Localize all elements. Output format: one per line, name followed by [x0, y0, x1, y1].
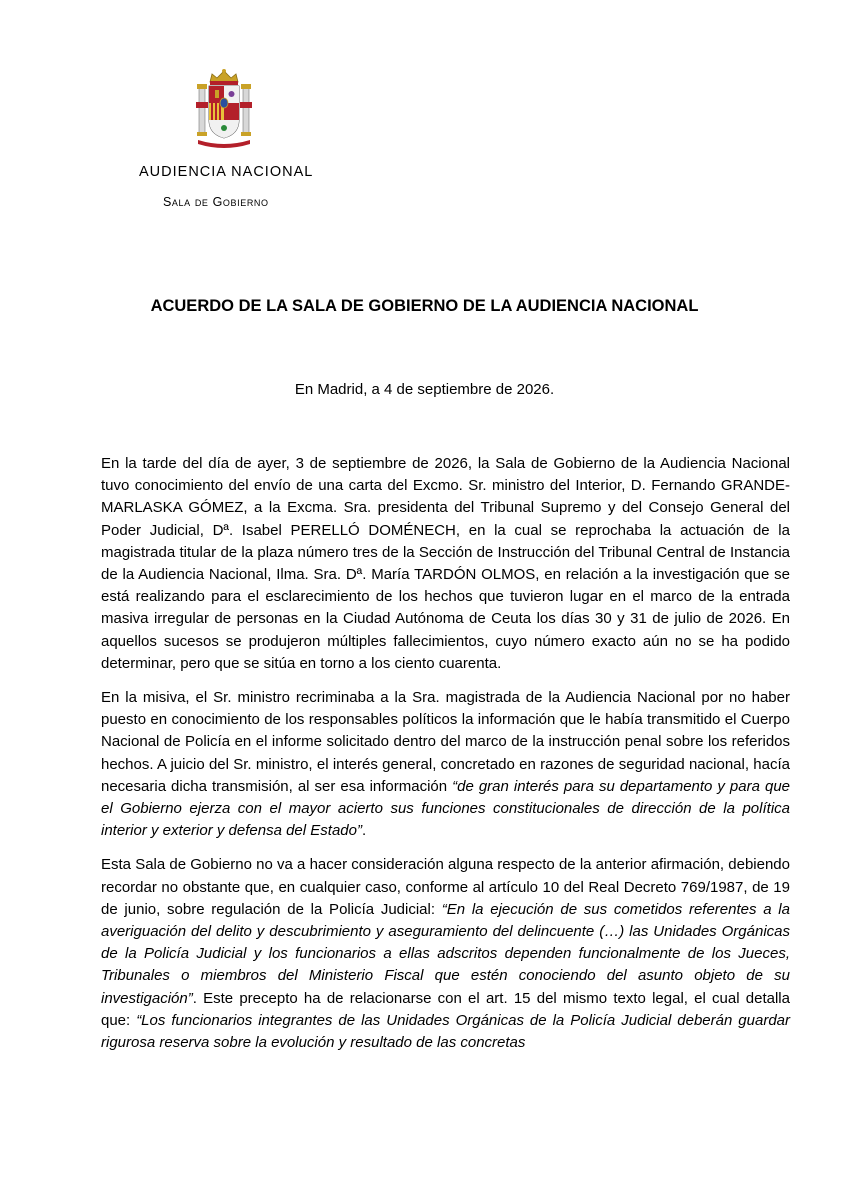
- place-date: En Madrid, a 4 de septiembre de 2026.: [294, 381, 555, 398]
- institution-name: AUDIENCIA NACIONAL: [139, 164, 314, 180]
- paragraph-3: [101, 854, 790, 1054]
- coat-of-arms-icon: [196, 68, 252, 150]
- paragraph-1: En la tarde del día de ayer, 3 de septiembre de 2026, la Sala de Gobierno de la Audiencia Nacional tuvo conocimiento del envío de una carta del Excmo. Sr. ministro del Interior, D. Fernando GRANDE-MARLASKA GÓMEZ, a la Excma. Sra. presidenta del Tribunal Supremo y del Consejo General del Poder Judicial, Dª. Isabel PERELLÓ DOMÉNECH, en la cual se reprochaba la actuación de la magistrada titular de la plaza número tres de la Sección de Instrucción del Tribunal Central de Instancia de la Audiencia Nacional, Ilma. Sra. Dª. María TARDÓN OLMOS, en relación a la investigación que se está realizando para el esclarecimiento de los hechos que tuvieron lugar en el marco de la entrada masiva irregular de personas en la Ciudad Autónoma de Ceuta los días 30 y 31 de julio de 2026. En aquellos sucesos se produjeron múltiples fallecimientos, cuyo número exacto aún no se ha podido determinar, pero que se sitúa en torno a los ciento cuarenta.: [101, 455, 790, 672]
- paragraph-2: [101, 687, 790, 842]
- paragraph-3-quote-2: “Los funcionarios integrantes de las Unidades Orgánicas de la Policía Judicial deberán guardar rigurosa reserva sobre la evolución y resultado de las concretas: [101, 1011, 790, 1052]
- department-name: Sala de Gobierno: [163, 195, 269, 209]
- paragraph-3-mid: . Este precepto ha de relacionarse con el art. 15 del mismo texto legal, el cual detalla que:: [101, 989, 790, 1029]
- paragraph-3-text: Esta Sala de Gobierno no va a hacer consideración alguna respecto de la anterior afirmación, debiendo recordar no obstante que, en cualquier caso, conforme al artículo 10 del Real Decreto 769/1987, de 19 de junio, sobre regulación de la Policía Judicial:: [101, 856, 790, 918]
- paragraph-2-text: En la misiva, el Sr. ministro recriminaba a la Sra. magistrada de la Audiencia Nacional por no haber puesto en conocimiento de los responsables políticos la información que le había transmitido el Cuerpo Nacional de Policía en el informe solicitado dentro del marco de la instrucción penal sobre los referidos hechos. A juicio del Sr. ministro, el interés general, concretado en razones de seguridad nacional, hacía necesaria dicha transmisión, al ser esa información: [101, 689, 790, 795]
- paragraph-2-quote: “de gran interés para su departamento y para que el Gobierno ejerza con el mayor acierto sus funciones constitucionales de dirección de la política interior y exterior y defensa del Estado”: [101, 777, 790, 840]
- document-title: ACUERDO DE LA SALA DE GOBIERNO DE LA AUDIENCIA NACIONAL: [150, 297, 699, 315]
- paragraph-3-quote: “En la ejecución de sus cometidos referentes a la averiguación del delito y descubrimiento y aseguramiento del delincuente (…) las Unidades Orgánicas de la Policía Judicial y los funcionarios a ellas adscritos dependen funcionalmente de los Jueces, Tribunales o miembros del Ministerio Fiscal que estén conociendo del asunto objeto de su investigación”: [101, 900, 790, 1007]
- paragraph-2-end: .: [361, 822, 367, 840]
- document-body: [101, 453, 790, 1066]
